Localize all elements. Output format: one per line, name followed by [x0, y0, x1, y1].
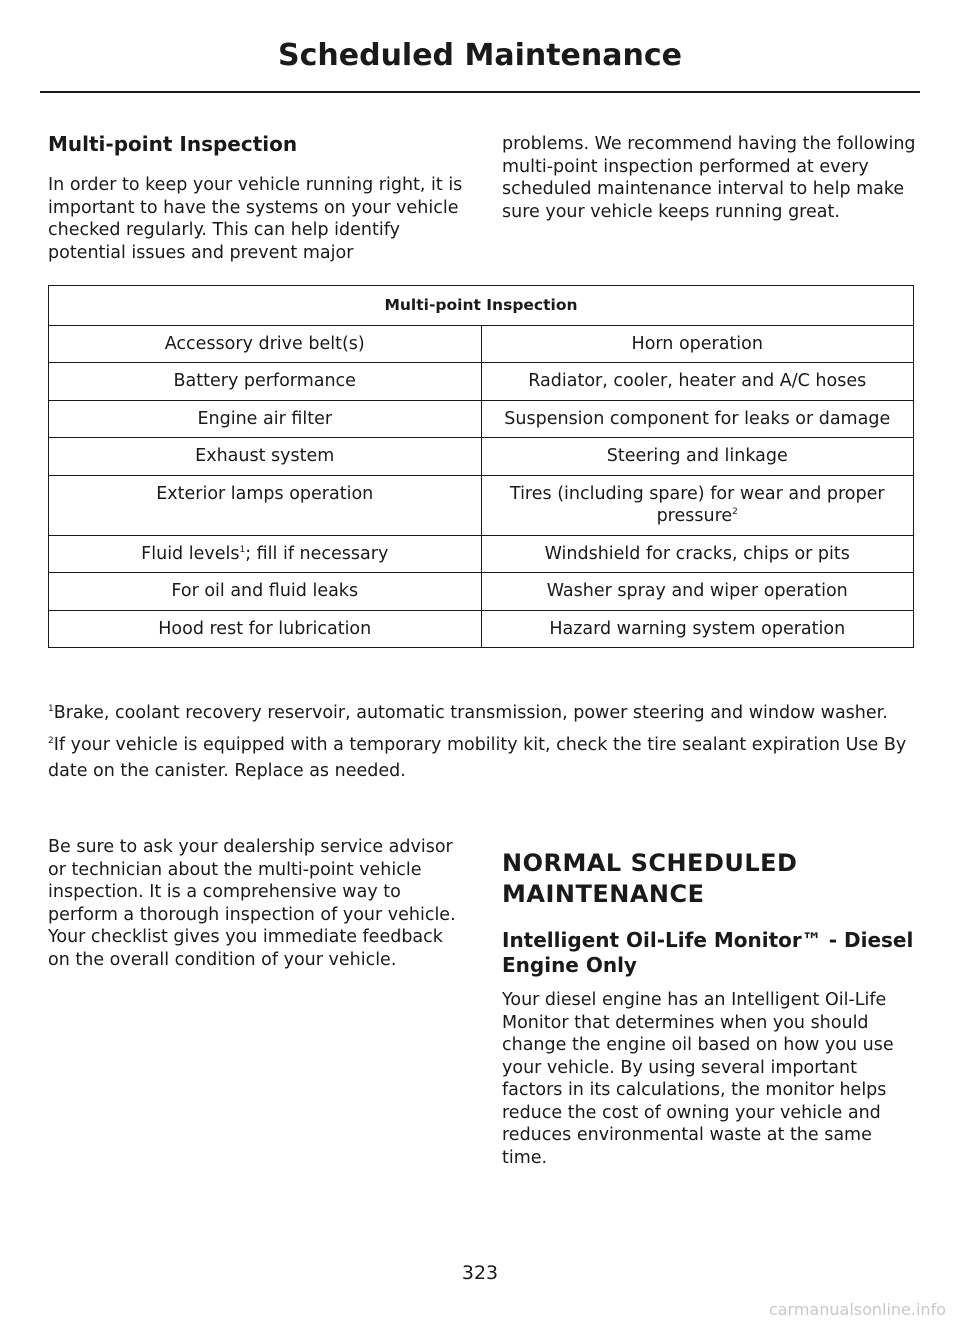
footnote-2: [48, 732, 918, 784]
section-heading-normal-scheduled: [502, 848, 918, 910]
intro-paragraph-left: In order to keep your vehicle running right, it is important to have the systems on your vehicle checked regularly. This can help identify potential issues and prevent major: [48, 175, 463, 263]
table-cell: Exhaust system: [49, 438, 482, 476]
table-cell: Accessory drive belt(s): [49, 325, 482, 363]
table-cell-text: Fluid levels: [141, 543, 240, 564]
footnote-ref: 2: [732, 507, 738, 518]
footnote-mark: 1: [48, 704, 54, 715]
table-cell: Windshield for cracks, chips or pits: [481, 535, 914, 573]
table-cell: Engine air filter: [49, 400, 482, 438]
section-heading-multipoint: Multi-point Inspection: [48, 132, 298, 156]
closing-paragraph-left: Be sure to ask your dealership service advisor or technician about the multi-point vehicle inspection. It is a comprehensive way to perform a thorough inspection of your vehicle. Your checklist gives you immediate feedback on the overall condition of your vehicle.: [48, 837, 456, 970]
closing-paragraph-right: Your diesel engine has an Intelligent Oil-Life Monitor that determines when you should change the engine oil based on how you use your vehicle. By using several important factors in its calculations, the monitor helps reduce the cost of owning your vehicle and reduces environmental waste at the same time.: [502, 990, 894, 1168]
inspection-table-title: Multi-point Inspection: [49, 286, 914, 326]
table-cell: Washer spray and wiper operation: [481, 573, 914, 611]
table-cell: Steering and linkage: [481, 438, 914, 476]
table-cell: [481, 475, 914, 535]
footnote-text: If your vehicle is equipped with a temporary mobility kit, check the tire sealant expiration Use By date on the canister. Replace as needed.: [48, 735, 907, 781]
table-cell-text-suffix: ; fill if necessary: [245, 543, 389, 564]
table-cell: Hood rest for lubrication: [49, 610, 482, 648]
table-row: [49, 573, 914, 611]
table-cell: Battery performance: [49, 363, 482, 401]
footnote-mark: 2: [48, 736, 54, 747]
footnote-ref: 1: [239, 544, 246, 555]
footnotes: [48, 700, 918, 790]
table-row: [49, 610, 914, 648]
footnote-text: Brake, coolant recovery reservoir, automatic transmission, power steering and window washer.: [53, 703, 888, 723]
footnote-1: [48, 700, 918, 726]
table-row: [49, 325, 914, 363]
table-row: [49, 363, 914, 401]
table-cell-text: Tires (including spare) for wear and proper pressure: [509, 483, 885, 526]
table-cell: [49, 535, 482, 573]
table-row: [49, 400, 914, 438]
header-divider: [40, 91, 920, 93]
table-cell: Suspension component for leaks or damage: [481, 400, 914, 438]
table-cell: Exterior lamps operation: [49, 475, 482, 535]
table-cell: Hazard warning system operation: [481, 610, 914, 648]
table-row: [49, 535, 914, 573]
watermark: carmanualsonline.info: [768, 1300, 946, 1319]
subheading-oil-life-monitor: Intelligent Oil-Life Monitor™ - Diesel Engine Only: [502, 928, 914, 977]
table-row: [49, 475, 914, 535]
table-cell: Radiator, cooler, heater and A/C hoses: [481, 363, 914, 401]
intro-paragraph-right: problems. We recommend having the following multi-point inspection performed at every scheduled maintenance interval to help make sure your vehicle keeps running great.: [502, 134, 916, 222]
section-heading-line: NORMAL SCHEDULED: [502, 849, 798, 877]
table-row: [49, 438, 914, 476]
page-header-title: Scheduled Maintenance: [278, 38, 682, 73]
section-heading-line: MAINTENANCE: [502, 880, 705, 908]
table-cell: For oil and fluid leaks: [49, 573, 482, 611]
page-number: 323: [461, 1262, 499, 1284]
table-cell: Horn operation: [481, 325, 914, 363]
inspection-table: [48, 285, 914, 648]
